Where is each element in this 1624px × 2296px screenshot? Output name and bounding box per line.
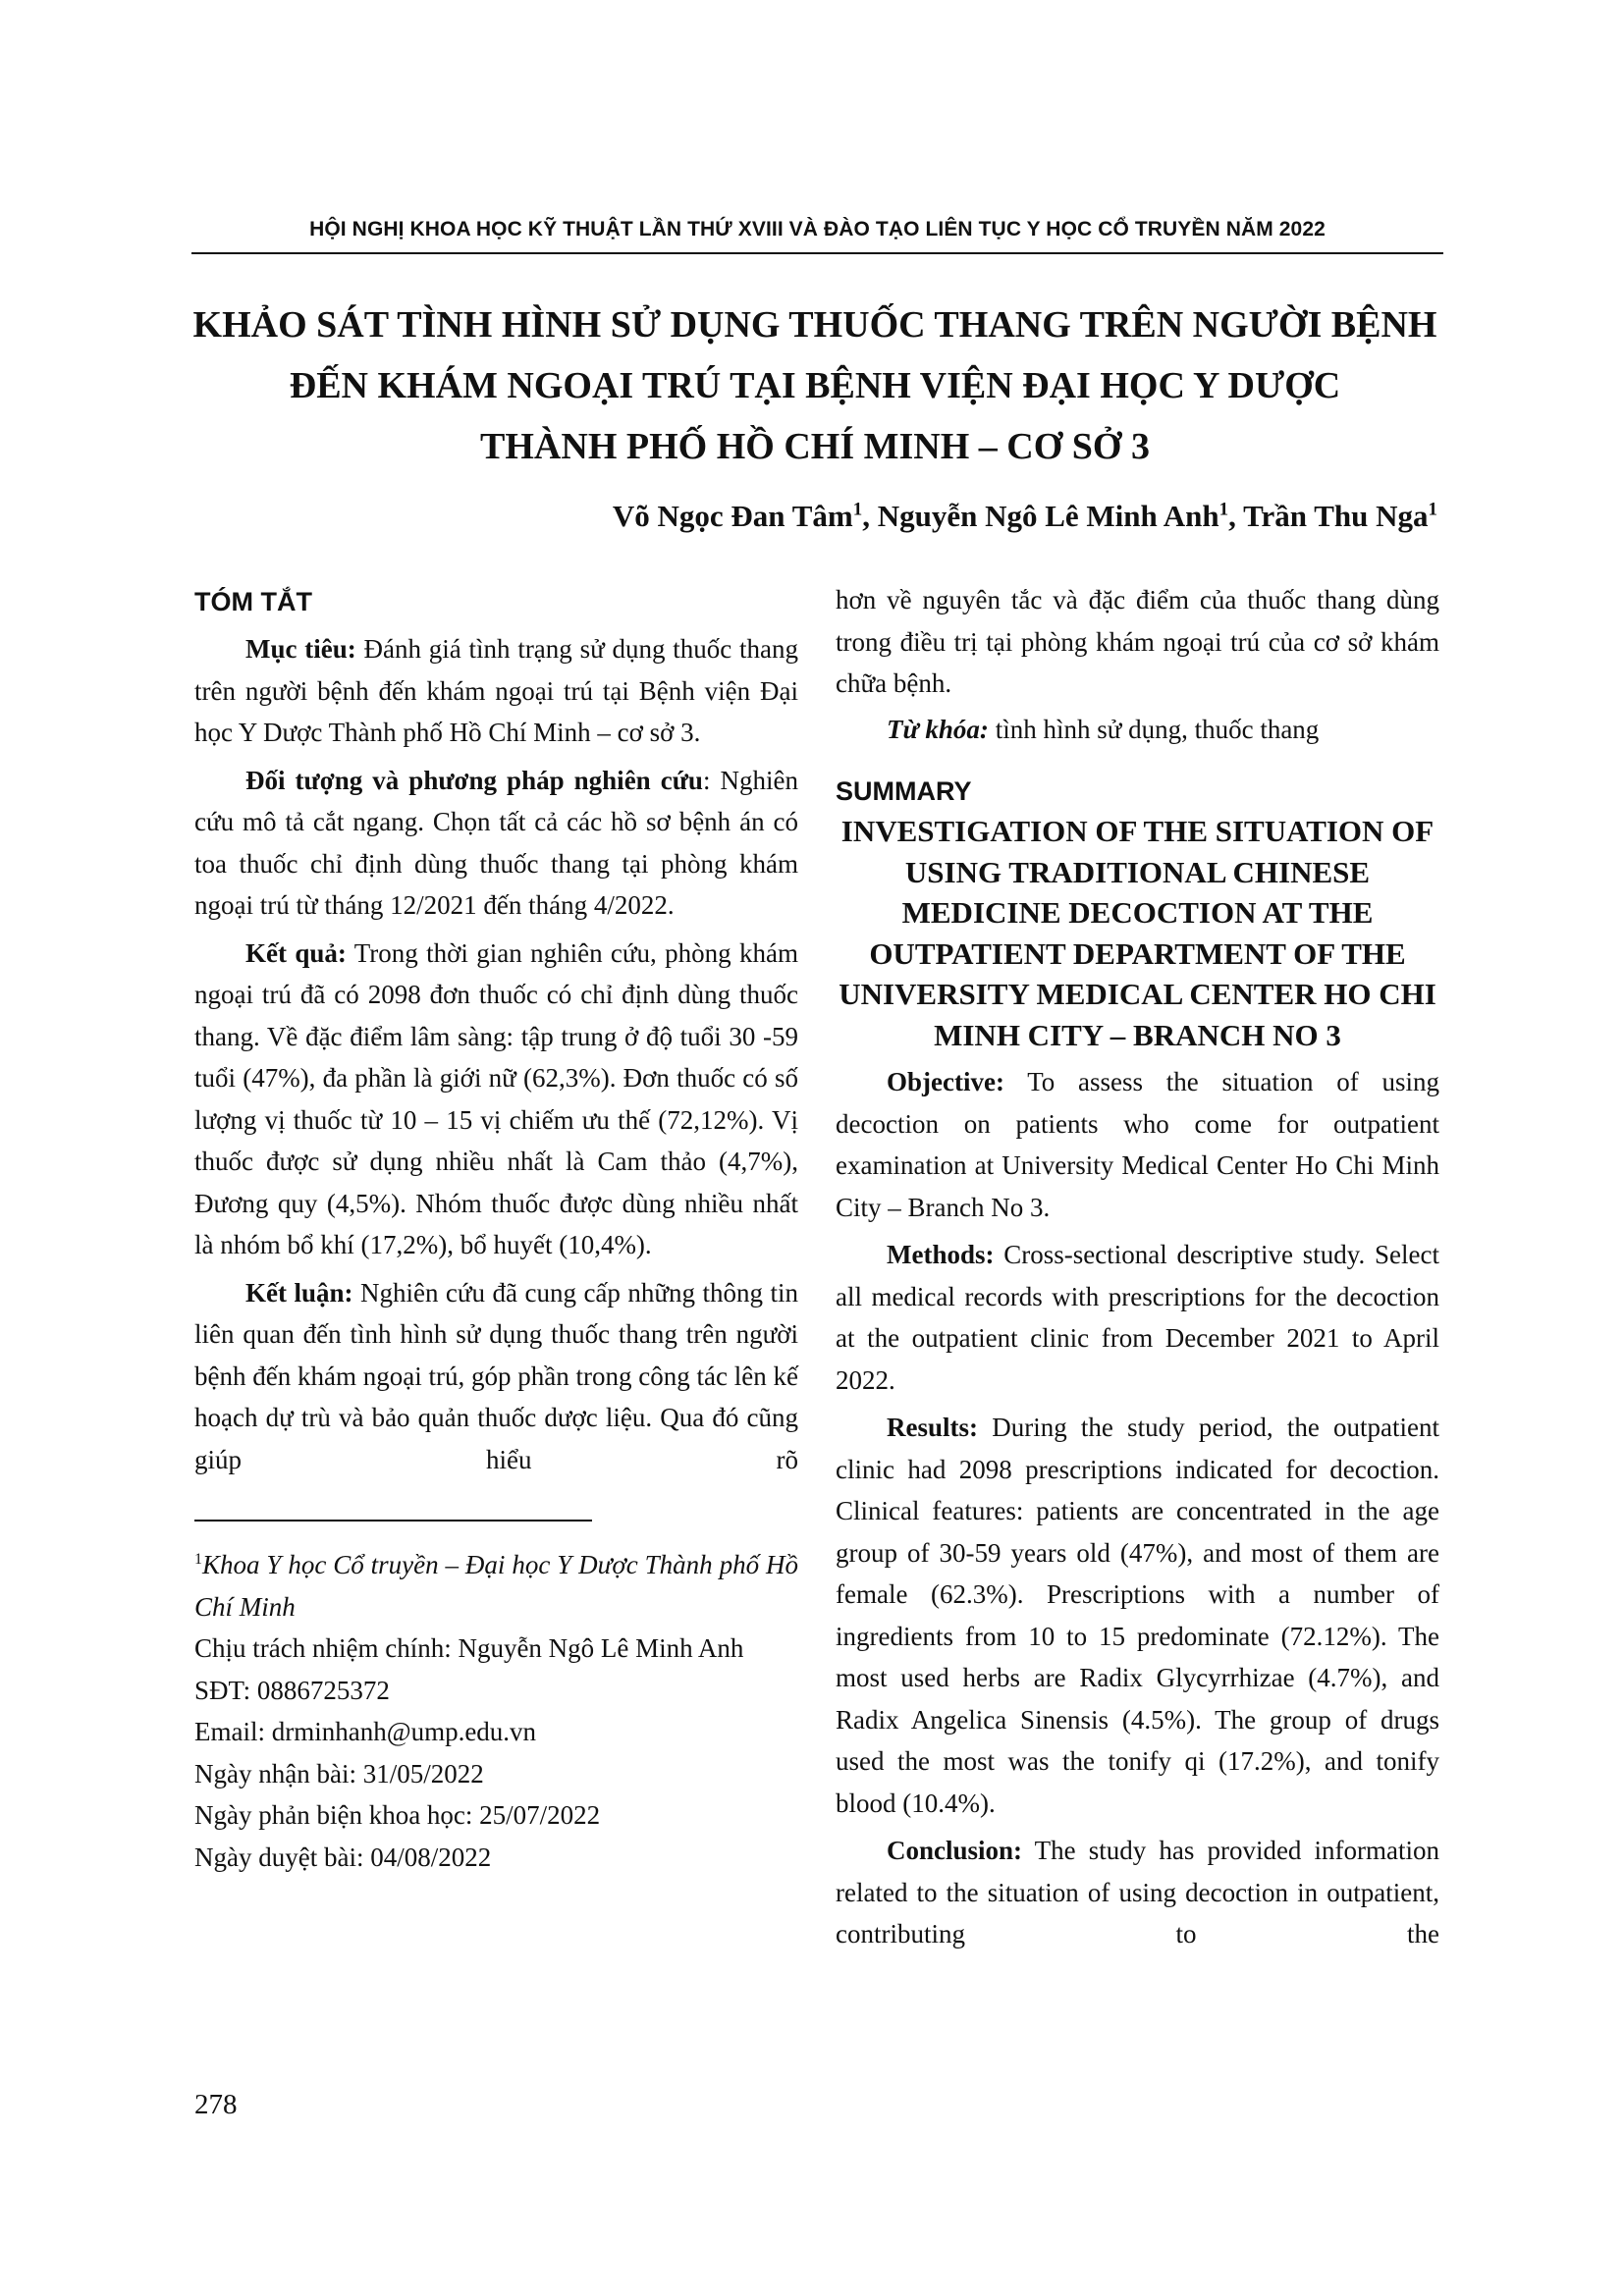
methods-label-vi: Đối tượng và phương pháp nghiên cứu bbox=[245, 765, 703, 795]
conclusion-text-vi: Nghiên cứu đã cung cấp những thông tin liên quan đến tình hình sử dụng thuốc thang trên người bệnh đến khám ngoại trú, góp phần trong công tác lên kế hoạch dự trù và bảo quản thuốc dược liệu. Qua đó cũng giúp hiểu rõ bbox=[194, 1277, 798, 1474]
footnote-phone: SĐT: 0886725372 bbox=[194, 1675, 390, 1705]
footnote-affiliation bbox=[194, 1539, 798, 1628]
author-name: Võ Ngọc Đan Tâm bbox=[612, 499, 853, 533]
abstract-conclusion-vi-continued: hơn về nguyên tắc và đặc điểm của thuốc thang dùng trong điều trị tại phòng khám ngoại trú của cơ sở khám chữa bệnh. bbox=[836, 585, 1439, 698]
summary-title-en: INVESTIGATION OF THE SITUATION OF USING TRADITIONAL CHINESE MEDICINE DECOCTION AT THE OUTPATIENT DEPARTMENT OF THE UNIVERSITY MEDICAL CENTER HO CHI MINH CITY – BRANCH NO 3 bbox=[839, 814, 1436, 1052]
summary-methods-en bbox=[836, 1234, 1439, 1401]
paper-title bbox=[147, 294, 1483, 477]
running-header: HỘI NGHỊ KHOA HỌC KỸ THUẬT LẦN THỨ XVIII VÀ ĐÀO TẠO LIÊN TỤC Y HỌC CỔ TRUYỀN NĂM 2022 bbox=[309, 218, 1326, 240]
keywords-text-vi: tình hình sử dụng, thuốc thang bbox=[988, 714, 1320, 744]
footnote-affiliation-text: Khoa Y học Cổ truyền – Đại học Y Dược Thành phố Hồ Chí Minh bbox=[194, 1550, 798, 1622]
header-rule bbox=[191, 252, 1443, 254]
footnote-aff-mark: 1 bbox=[194, 1551, 202, 1568]
footnote-received: Ngày nhận bài: 31/05/2022 bbox=[194, 1758, 484, 1789]
author-name: Nguyễn Ngô Lê Minh Anh bbox=[877, 499, 1219, 533]
conclusion-label-en: Conclusion: bbox=[887, 1836, 1023, 1865]
author-list bbox=[613, 499, 1437, 534]
results-text-en: During the study period, the outpatient clinic had 2098 prescriptions indicated for decoction. Clinical features: patients are concentrated in the age group of 30-59 years old (47%), and most of them are female (62.3%). Prescriptions with a number of ingredients from 10 to 15 predominate (72.12%). The most used herbs are Radix Glycyrrhizae (4.7%), and Radix Angelica Sinensis (4.5%). The group of drugs used the most was the tonify qi (17.2%), and tonify blood (10.4%). bbox=[836, 1413, 1439, 1818]
abstract-results-vi bbox=[194, 933, 798, 1266]
summary-heading-en: SUMMARY bbox=[836, 776, 972, 806]
author-affiliation-mark: 1 bbox=[1428, 499, 1437, 520]
summary-objective-en bbox=[836, 1061, 1439, 1228]
results-label-vi: Kết quả: bbox=[245, 937, 347, 968]
conclusion-label-vi: Kết luận: bbox=[245, 1277, 353, 1308]
right-column bbox=[836, 579, 1439, 1961]
methods-label-en: Methods: bbox=[887, 1240, 995, 1269]
objective-label-vi: Mục tiêu: bbox=[245, 634, 356, 664]
summary-conclusion-en bbox=[836, 1830, 1439, 1955]
title-line-2: ĐẾN KHÁM NGOẠI TRÚ TẠI BỆNH VIỆN ĐẠI HỌC Y DƯỢC bbox=[289, 365, 1341, 406]
methods-text-en: Cross-sectional descriptive study. Select all medical records with prescriptions for the decoction at the outpatient clinic from December 2021 to April 2022. bbox=[836, 1240, 1439, 1395]
footnote-corresponding: Chịu trách nhiệm chính: Nguyễn Ngô Lê Minh Anh bbox=[194, 1633, 744, 1663]
methods-text-vi: : Nghiên cứu mô tả cắt ngang. Chọn tất cả các hồ sơ bệnh án có toa thuốc chỉ định dùng thuốc thang tại phòng khám ngoại trú từ tháng 12/2021 đến tháng 4/2022. bbox=[194, 765, 798, 920]
footnote-accepted: Ngày duyệt bài: 04/08/2022 bbox=[194, 1842, 492, 1872]
title-line-1: KHẢO SÁT TÌNH HÌNH SỬ DỤNG THUỐC THANG TRÊN NGƯỜI BỆNH bbox=[192, 304, 1437, 346]
abstract-methods-vi bbox=[194, 760, 798, 927]
summary-results-en bbox=[836, 1407, 1439, 1824]
conclusion-text-en: The study has provided information related to the situation of using decoction in outpatient, contributing to the bbox=[836, 1836, 1439, 1949]
footnote-email: Email: drminhanh@ump.edu.vn bbox=[194, 1717, 537, 1746]
author-name: Trần Thu Nga bbox=[1243, 499, 1429, 533]
author-separator: , bbox=[1228, 499, 1244, 533]
left-column bbox=[194, 579, 798, 1878]
abstract-heading-vi: TÓM TẮT bbox=[194, 587, 312, 616]
results-text-vi: Trong thời gian nghiên cứu, phòng khám ngoại trú đã có 2098 đơn thuốc có chỉ định dùng thuốc thang. Về đặc điểm lâm sàng: tập trung ở độ tuổi 30 -59 tuổi (47%), đa phần là giới nữ (62,3%). Đơn thuốc có số lượng vị thuốc từ 10 – 15 vị chiếm ưu thế (72,12%). Vị thuốc được sử dụng nhiều nhất là Cam thảo (4,7%), Đương quy (4,5%). Nhóm thuốc được dùng nhiều nhất là nhóm bổ khí (17,2%), bổ huyết (10,4%). bbox=[194, 937, 798, 1259]
author-separator: , bbox=[862, 499, 878, 533]
footnote-rule bbox=[194, 1520, 592, 1522]
author-affiliation-mark: 1 bbox=[852, 499, 863, 520]
objective-text-vi: Đánh giá tình trạng sử dụng thuốc thang trên người bệnh đến khám ngoại trú tại Bệnh viện Đại học Y Dược Thành phố Hồ Chí Minh – cơ sở 3. bbox=[194, 634, 799, 747]
abstract-conclusion-vi bbox=[194, 1272, 798, 1481]
keywords-label-vi: Từ khóa: bbox=[887, 714, 989, 744]
title-line-3: THÀNH PHỐ HỒ CHÍ MINH – CƠ SỞ 3 bbox=[480, 426, 1150, 467]
keywords-vi bbox=[836, 709, 1439, 751]
footnote-reviewed: Ngày phản biện khoa học: 25/07/2022 bbox=[194, 1800, 601, 1830]
objective-text-en: To assess the situation of using decoction on patients who come for outpatient examination at University Medical Center Ho Chi Minh City – Branch No 3. bbox=[836, 1067, 1439, 1222]
abstract-objective-vi bbox=[194, 628, 798, 754]
page-number: 278 bbox=[194, 2089, 238, 2120]
footnote bbox=[194, 1539, 798, 1878]
author-affiliation-mark: 1 bbox=[1218, 499, 1229, 520]
objective-label-en: Objective: bbox=[887, 1067, 1004, 1096]
results-label-en: Results: bbox=[887, 1413, 978, 1442]
